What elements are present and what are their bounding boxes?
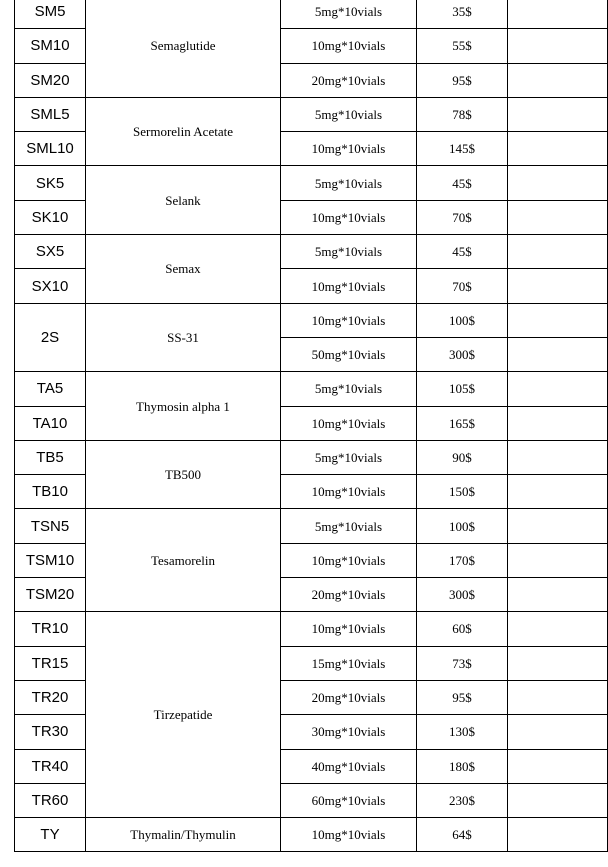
product-code-cell: TA5 bbox=[15, 372, 86, 406]
table-row bbox=[15, 440, 608, 474]
table-row bbox=[15, 612, 608, 646]
product-code-cell: TSM20 bbox=[15, 578, 86, 612]
empty-cell bbox=[508, 440, 608, 474]
spec-cell: 5mg*10vials bbox=[281, 97, 417, 131]
spec-cell: 10mg*10vials bbox=[281, 29, 417, 63]
product-name-cell: Semax bbox=[86, 235, 281, 304]
price-cell: 55$ bbox=[417, 29, 508, 63]
price-table-body bbox=[15, 0, 608, 852]
spec-cell: 10mg*10vials bbox=[281, 132, 417, 166]
product-code-cell: SK10 bbox=[15, 200, 86, 234]
empty-cell bbox=[508, 680, 608, 714]
product-name-cell: SS-31 bbox=[86, 303, 281, 372]
spec-cell: 10mg*10vials bbox=[281, 406, 417, 440]
price-cell: 130$ bbox=[417, 715, 508, 749]
empty-cell bbox=[508, 406, 608, 440]
empty-cell bbox=[508, 303, 608, 337]
empty-cell bbox=[508, 29, 608, 63]
empty-cell bbox=[508, 509, 608, 543]
spec-cell: 5mg*10vials bbox=[281, 509, 417, 543]
empty-cell bbox=[508, 543, 608, 577]
price-cell: 105$ bbox=[417, 372, 508, 406]
price-cell: 180$ bbox=[417, 749, 508, 783]
empty-cell bbox=[508, 783, 608, 817]
table-row bbox=[15, 0, 608, 29]
spec-cell: 60mg*10vials bbox=[281, 783, 417, 817]
price-cell: 70$ bbox=[417, 269, 508, 303]
spec-cell: 10mg*10vials bbox=[281, 543, 417, 577]
price-cell: 70$ bbox=[417, 200, 508, 234]
product-code-cell: TSN5 bbox=[15, 509, 86, 543]
product-name-cell: Selank bbox=[86, 166, 281, 235]
empty-cell bbox=[508, 269, 608, 303]
price-cell: 230$ bbox=[417, 783, 508, 817]
product-code-cell: SML5 bbox=[15, 97, 86, 131]
product-code-cell: TR30 bbox=[15, 715, 86, 749]
table-row bbox=[15, 303, 608, 337]
price-cell: 60$ bbox=[417, 612, 508, 646]
price-cell: 300$ bbox=[417, 578, 508, 612]
product-name-cell: Thymosin alpha 1 bbox=[86, 372, 281, 441]
table-row bbox=[15, 166, 608, 200]
empty-cell bbox=[508, 63, 608, 97]
table-row bbox=[15, 97, 608, 131]
product-code-cell: SM5 bbox=[15, 0, 86, 29]
product-code-cell: 2S bbox=[15, 303, 86, 372]
table-row bbox=[15, 509, 608, 543]
price-cell: 95$ bbox=[417, 63, 508, 97]
product-code-cell: TA10 bbox=[15, 406, 86, 440]
product-name-cell: Tesamorelin bbox=[86, 509, 281, 612]
spec-cell: 10mg*10vials bbox=[281, 475, 417, 509]
product-code-cell: TR40 bbox=[15, 749, 86, 783]
price-cell: 45$ bbox=[417, 235, 508, 269]
spec-cell: 10mg*10vials bbox=[281, 303, 417, 337]
spec-cell: 5mg*10vials bbox=[281, 0, 417, 29]
spec-cell: 40mg*10vials bbox=[281, 749, 417, 783]
spec-cell: 5mg*10vials bbox=[281, 372, 417, 406]
price-cell: 165$ bbox=[417, 406, 508, 440]
empty-cell bbox=[508, 97, 608, 131]
product-name-cell: Tirzepatide bbox=[86, 612, 281, 818]
empty-cell bbox=[508, 612, 608, 646]
product-code-cell: TR10 bbox=[15, 612, 86, 646]
spec-cell: 5mg*10vials bbox=[281, 235, 417, 269]
empty-cell bbox=[508, 372, 608, 406]
product-code-cell: TR15 bbox=[15, 646, 86, 680]
spec-cell: 10mg*10vials bbox=[281, 612, 417, 646]
empty-cell bbox=[508, 337, 608, 371]
price-cell: 145$ bbox=[417, 132, 508, 166]
spec-cell: 15mg*10vials bbox=[281, 646, 417, 680]
product-code-cell: SX5 bbox=[15, 235, 86, 269]
empty-cell bbox=[508, 578, 608, 612]
product-code-cell: TB5 bbox=[15, 440, 86, 474]
product-code-cell: SM20 bbox=[15, 63, 86, 97]
empty-cell bbox=[508, 235, 608, 269]
spec-cell: 20mg*10vials bbox=[281, 63, 417, 97]
price-cell: 95$ bbox=[417, 680, 508, 714]
product-name-cell: Sermorelin Acetate bbox=[86, 97, 281, 166]
product-name-cell: Semaglutide bbox=[86, 0, 281, 97]
table-row bbox=[15, 235, 608, 269]
empty-cell bbox=[508, 818, 608, 852]
empty-cell bbox=[508, 646, 608, 680]
empty-cell bbox=[508, 200, 608, 234]
empty-cell bbox=[508, 475, 608, 509]
spec-cell: 10mg*10vials bbox=[281, 200, 417, 234]
table-row bbox=[15, 818, 608, 852]
spec-cell: 50mg*10vials bbox=[281, 337, 417, 371]
price-cell: 73$ bbox=[417, 646, 508, 680]
price-cell: 78$ bbox=[417, 97, 508, 131]
price-cell: 100$ bbox=[417, 509, 508, 543]
spec-cell: 20mg*10vials bbox=[281, 578, 417, 612]
price-table bbox=[14, 0, 608, 852]
product-code-cell: SK5 bbox=[15, 166, 86, 200]
empty-cell bbox=[508, 749, 608, 783]
product-code-cell: SX10 bbox=[15, 269, 86, 303]
product-code-cell: TR60 bbox=[15, 783, 86, 817]
spec-cell: 30mg*10vials bbox=[281, 715, 417, 749]
price-cell: 300$ bbox=[417, 337, 508, 371]
spec-cell: 10mg*10vials bbox=[281, 818, 417, 852]
price-cell: 45$ bbox=[417, 166, 508, 200]
product-code-cell: TR20 bbox=[15, 680, 86, 714]
spec-cell: 10mg*10vials bbox=[281, 269, 417, 303]
price-cell: 64$ bbox=[417, 818, 508, 852]
spec-cell: 20mg*10vials bbox=[281, 680, 417, 714]
product-code-cell: TY bbox=[15, 818, 86, 852]
price-cell: 90$ bbox=[417, 440, 508, 474]
product-code-cell: TB10 bbox=[15, 475, 86, 509]
price-cell: 170$ bbox=[417, 543, 508, 577]
spec-cell: 5mg*10vials bbox=[281, 166, 417, 200]
product-code-cell: SM10 bbox=[15, 29, 86, 63]
product-name-cell: Thymalin/Thymulin bbox=[86, 818, 281, 852]
empty-cell bbox=[508, 132, 608, 166]
price-cell: 150$ bbox=[417, 475, 508, 509]
price-cell: 100$ bbox=[417, 303, 508, 337]
empty-cell bbox=[508, 715, 608, 749]
empty-cell bbox=[508, 0, 608, 29]
price-cell: 35$ bbox=[417, 0, 508, 29]
table-row bbox=[15, 372, 608, 406]
empty-cell bbox=[508, 166, 608, 200]
product-code-cell: SML10 bbox=[15, 132, 86, 166]
spec-cell: 5mg*10vials bbox=[281, 440, 417, 474]
product-code-cell: TSM10 bbox=[15, 543, 86, 577]
product-name-cell: TB500 bbox=[86, 440, 281, 509]
